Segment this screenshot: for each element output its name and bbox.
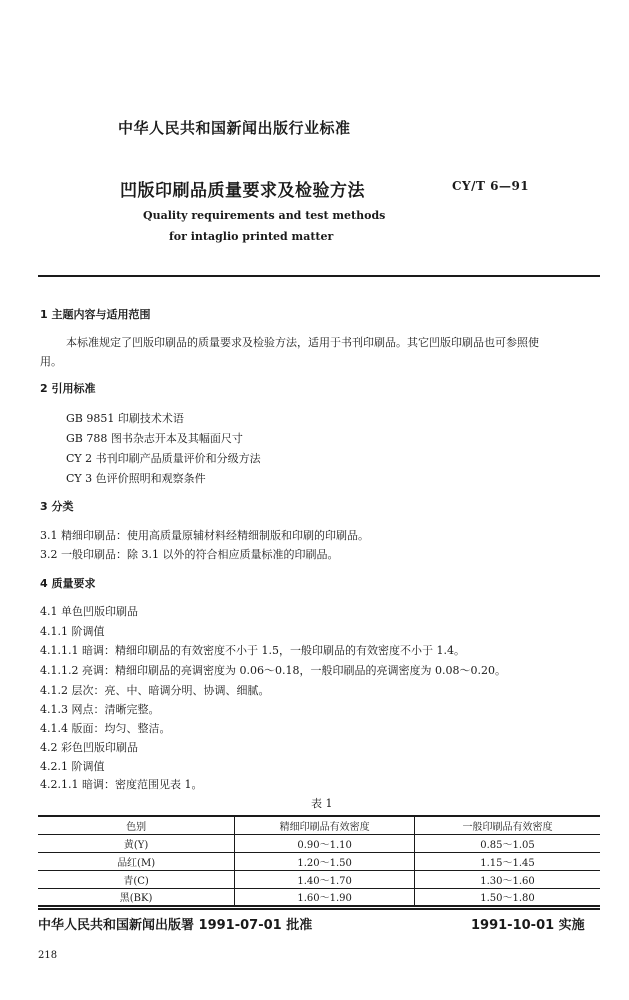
column-header-color: 色别 — [38, 816, 235, 834]
density-table — [38, 815, 600, 907]
table-cell: 1.50～1.80 — [415, 888, 600, 906]
header-divider — [38, 275, 600, 277]
reference-item: CY 3 色评价照明和观察条件 — [66, 472, 206, 485]
section-1-paragraph-line1: 本标准规定了凹版印刷品的质量要求及检验方法，适用于书刊印刷品。其它凹版印刷品也可参照使 — [66, 336, 539, 349]
implementation-date: 1991-10-01 实施 — [471, 918, 585, 933]
clause-4-1-1-1: 4.1.1.1 暗调：精细印刷品的有效密度不小于 1.5，一般印刷品的有效密度不小于 1.4。 — [40, 644, 465, 657]
section-3-heading: 3 分类 — [40, 500, 74, 513]
column-header-general-density: 一般印刷品有效密度 — [415, 816, 600, 834]
table-row — [38, 834, 600, 852]
table-header-row — [38, 816, 600, 834]
table-cell: 青(C) — [38, 870, 235, 888]
clause-3-1: 3.1 精细印刷品：使用高质量原辅材料经精细制版和印刷的印刷品。 — [40, 529, 369, 542]
reference-item: GB 788 图书杂志开本及其幅面尺寸 — [66, 432, 243, 445]
document-title-cn: 凹版印刷品质量要求及检验方法 — [120, 181, 365, 201]
table-cell: 1.40～1.70 — [235, 870, 415, 888]
clause-4-1-1-2: 4.1.1.2 亮调：精细印刷品的亮调密度为 0.06～0.18，一般印刷品的亮调密度为 0.08～0.20。 — [40, 664, 506, 677]
table-cell: 1.20～1.50 — [235, 852, 415, 870]
table-caption: 表 1 — [311, 797, 333, 810]
clause-4-1-3: 4.1.3 网点：清晰完整。 — [40, 703, 160, 716]
page-number: 218 — [38, 950, 58, 961]
section-1-paragraph-line2: 用。 — [40, 355, 62, 368]
section-1-heading: 1 主题内容与适用范围 — [40, 308, 151, 321]
approval-line: 中华人民共和国新闻出版署 1991-07-01 批准 — [38, 918, 313, 933]
footer-divider — [38, 908, 600, 910]
clause-4-1-1: 4.1.1 阶调值 — [40, 625, 105, 638]
table-cell: 1.60～1.90 — [235, 888, 415, 906]
column-header-fine-density: 精细印刷品有效密度 — [235, 816, 415, 834]
clause-4-1-2: 4.1.2 层次：亮、中、暗调分明、协调、细腻。 — [40, 684, 270, 697]
document-title-en-line1: Quality requirements and test methods — [143, 209, 386, 222]
section-4-heading: 4 质量要求 — [40, 577, 96, 590]
reference-item: GB 9851 印刷技术术语 — [66, 412, 184, 425]
clause-4-1-4: 4.1.4 版面：均匀、整洁。 — [40, 722, 171, 735]
table-row — [38, 888, 600, 906]
table-cell: 0.90～1.10 — [235, 834, 415, 852]
clause-4-2-1-1: 4.2.1.1 暗调：密度范围见表 1。 — [40, 778, 203, 791]
table-cell: 0.85～1.05 — [415, 834, 600, 852]
table-row — [38, 852, 600, 870]
table-row — [38, 870, 600, 888]
table-cell: 品红(M) — [38, 852, 235, 870]
document-title-en-line2: for intaglio printed matter — [169, 230, 334, 243]
clause-4-2: 4.2 彩色凹版印刷品 — [40, 741, 138, 754]
table-cell: 1.30～1.60 — [415, 870, 600, 888]
clause-3-2: 3.2 一般印刷品：除 3.1 以外的符合相应质量标准的印刷品。 — [40, 548, 339, 561]
table-cell: 1.15～1.45 — [415, 852, 600, 870]
table-cell: 黄(Y) — [38, 834, 235, 852]
reference-item: CY 2 书刊印刷产品质量评价和分级方法 — [66, 452, 261, 465]
section-2-heading: 2 引用标准 — [40, 382, 96, 395]
issuing-body: 中华人民共和国新闻出版行业标准 — [118, 119, 351, 137]
table-cell: 黑(BK) — [38, 888, 235, 906]
clause-4-1: 4.1 单色凹版印刷品 — [40, 605, 138, 618]
clause-4-2-1: 4.2.1 阶调值 — [40, 760, 105, 773]
standard-code: CY/T 6—91 — [452, 179, 530, 193]
